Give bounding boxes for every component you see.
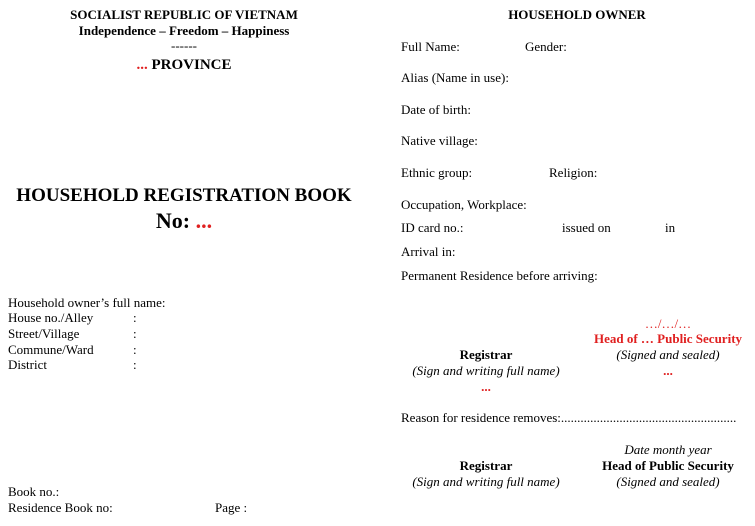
book-number-label: No: — [155, 208, 191, 233]
province-line — [136, 57, 231, 74]
motto: Independence – Freedom – Happiness — [78, 23, 290, 38]
reason-removal-label: Reason for residence removes:...................................................... — [401, 410, 737, 425]
address-house-colon: : — [133, 310, 137, 325]
date-month-year: Date month year — [624, 442, 712, 457]
motto-divider: ------ — [171, 38, 197, 53]
book-number-line — [156, 208, 212, 234]
arrival-label: Arrival in: — [401, 244, 456, 259]
country-heading: SOCIALIST REPUBLIC OF VIETNAM — [70, 7, 298, 22]
signed-sealed-note-2: (Signed and sealed) — [616, 474, 720, 489]
issued-on-label: issued on — [562, 220, 611, 235]
issued-in-label: in — [665, 220, 676, 235]
signed-sealed-note-1: (Signed and sealed) — [616, 347, 720, 362]
signature-blank-left: ... — [481, 379, 491, 394]
address-street-label: Street/Village — [8, 326, 80, 341]
owner-name-label: Household owner’s full name: — [8, 295, 166, 310]
sign-writing-note-2: (Sign and writing full name) — [412, 474, 560, 489]
date-blank: …/…/… — [644, 316, 692, 331]
sign-writing-note-1: (Sign and writing full name) — [412, 363, 560, 378]
dob-label: Date of birth: — [401, 102, 472, 117]
province-blank: ... — [136, 57, 148, 73]
gender-label: Gender: — [525, 39, 567, 54]
ethnic-group-label: Ethnic group: — [401, 165, 473, 180]
permanent-residence-label: Permanent Residence before arriving: — [401, 268, 598, 283]
native-village-label: Native village: — [401, 133, 478, 148]
address-district-label: District — [8, 357, 47, 372]
book-number-blank: ... — [195, 208, 213, 233]
household-owner-heading: HOUSEHOLD OWNER — [508, 7, 646, 22]
address-house-label: House no./Alley — [8, 310, 94, 325]
alias-label: Alias (Name in use): — [401, 70, 509, 85]
signature-blank-right: ... — [663, 363, 673, 378]
book-title: HOUSEHOLD REGISTRATION BOOK — [16, 185, 352, 206]
registrar-title-1: Registrar — [459, 347, 513, 362]
province-label: PROVINCE — [151, 57, 232, 73]
book-no-label: Book no.: — [8, 484, 60, 499]
id-card-label: ID card no.: — [401, 220, 464, 235]
full-name-label: Full Name: — [401, 39, 460, 54]
head-public-security-title-2: Head of Public Security — [602, 458, 734, 473]
address-commune-colon: : — [133, 342, 137, 357]
address-street-colon: : — [133, 326, 137, 341]
page-label: Page : — [215, 500, 248, 515]
residence-book-no-label: Residence Book no: — [8, 500, 113, 515]
address-district-colon: : — [133, 357, 137, 372]
religion-label: Religion: — [549, 165, 598, 180]
registrar-title-2: Registrar — [459, 458, 513, 473]
address-commune-label: Commune/Ward — [8, 342, 94, 357]
occupation-label: Occupation, Workplace: — [401, 197, 527, 212]
head-of-public-security-title: Head of … Public Security — [593, 331, 743, 346]
